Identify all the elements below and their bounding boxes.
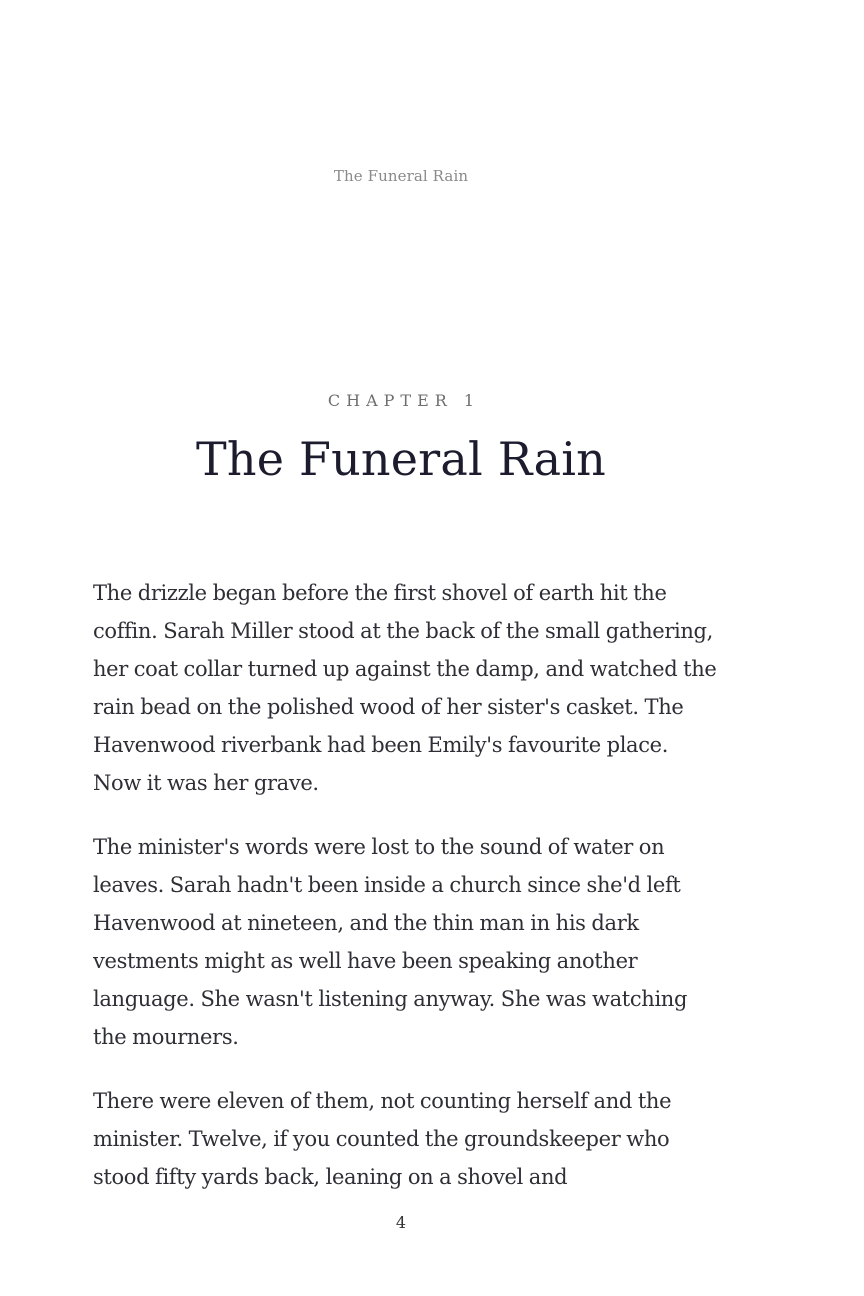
chapter-body bbox=[93, 574, 717, 1222]
page-number: 4 bbox=[395, 1213, 407, 1232]
chapter-title: The Funeral Rain bbox=[196, 432, 606, 486]
chapter-label: CHAPTER 1 bbox=[327, 391, 481, 410]
paragraph: The drizzle began before the first shovel of earth hit the coffin. Sarah Miller stood at the back of the small gathering, her coat collar turned up against the damp, and watched the rain bead on the polished wood of her sister's casket. The Havenwood riverbank had been Emily's favourite place. Now it was her grave. bbox=[93, 581, 717, 795]
paragraph: There were eleven of them, not counting herself and the minister. Twelve, if you counted the groundskeeper who stood fifty yards back, leaning on a shovel and bbox=[93, 1089, 672, 1189]
paragraph: The minister's words were lost to the sound of water on leaves. Sarah hadn't been inside a church since she'd left Havenwood at nineteen, and the thin man in his dark vestments might as well have been speaking another language. She wasn't listening anyway. She was watching the mourners. bbox=[93, 835, 688, 1049]
running-header: The Funeral Rain bbox=[333, 167, 469, 185]
